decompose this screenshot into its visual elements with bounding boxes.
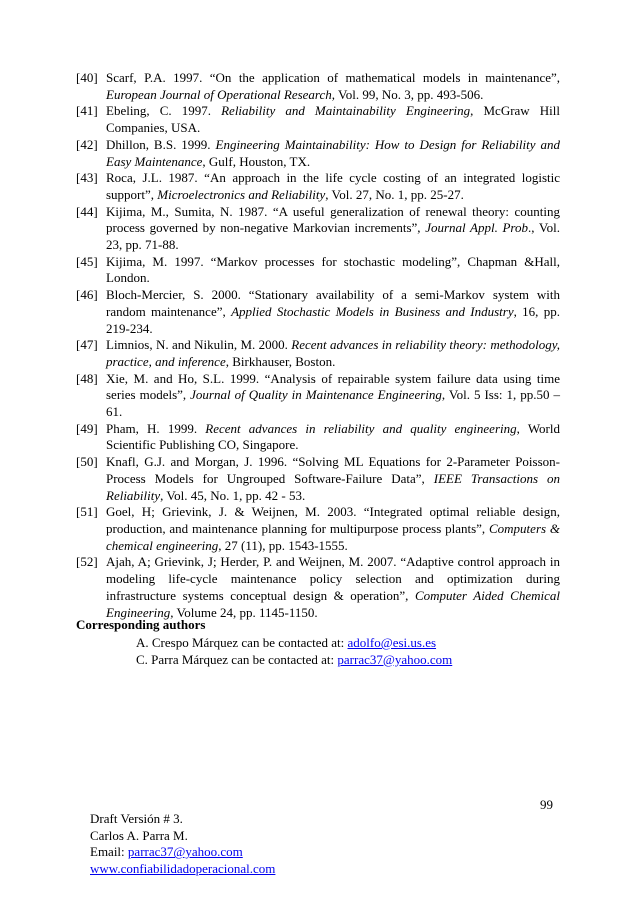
reference-text-segment: Kijima, M., Sumita, N. 1987. “A useful generalization of renewal theory: counting process governed by non-negative Markovian increments”, — [106, 203, 560, 236]
reference-list — [76, 70, 560, 621]
footer-author: Carlos A. Parra M. — [90, 827, 188, 843]
author-email-link[interactable]: parrac37@yahoo.com — [337, 651, 453, 667]
reference-text — [106, 254, 560, 287]
reference-text-segment: , 27 (11), pp. 1543-1555. — [218, 537, 348, 553]
reference-text-segment: ., Vol. 23, pp. 71-88. — [106, 220, 560, 253]
reference-number: [40] — [76, 70, 98, 85]
reference-item — [76, 70, 560, 103]
reference-item — [76, 103, 560, 136]
author-email-link[interactable]: adolfo@esi.us.es — [347, 635, 437, 650]
reference-text-segment: Dhillon, B.S. 1999. — [106, 136, 216, 152]
reference-text-segment: , Vol. 27, No. 1, pp. 25-27. — [325, 186, 464, 202]
reference-number: [43] — [76, 170, 98, 186]
reference-title-italic: Applied Stochastic Models in Business and Industry — [231, 303, 514, 319]
reference-text — [106, 70, 560, 103]
footer-email-line — [90, 844, 275, 861]
reference-number: [49] — [76, 420, 98, 436]
reference-item — [76, 554, 560, 621]
author-line-parra — [136, 652, 452, 669]
reference-item — [76, 337, 560, 370]
footer — [90, 811, 275, 878]
reference-text — [106, 337, 560, 370]
reference-title-italic: Computer Aided Chemical Engineering, — [106, 587, 560, 620]
reference-item — [76, 170, 560, 203]
corresponding-authors-heading: Corresponding authors — [76, 617, 206, 632]
reference-item — [76, 254, 560, 287]
reference-title-italic: Engineering Maintainability: How to Design for Reliability and Easy Maintenance — [106, 136, 560, 169]
footer-email-link[interactable]: parrac37@yahoo.com — [127, 844, 243, 860]
reference-number: [44] — [76, 203, 98, 219]
reference-title-italic: Journal of Quality in Maintenance Engineering — [190, 387, 442, 403]
reference-title-italic: Computers & chemical engineering — [106, 520, 561, 553]
reference-title-italic: Recent advances in reliability and quality engineering — [205, 420, 517, 436]
corresponding-authors-list — [136, 635, 452, 668]
reference-item — [76, 454, 560, 504]
reference-title-italic: Recent advances in reliability theory: methodology, practice, and inference — [106, 337, 561, 369]
reference-title-italic: Microelectronics and Reliability — [157, 186, 326, 202]
reference-text-segment: , McGraw Hill Companies, USA. — [106, 103, 560, 136]
reference-text-segment: Xie, M. and Ho, S.L. 1999. “Analysis of repairable system failure data using time series models”, — [106, 370, 560, 403]
reference-text — [106, 454, 560, 504]
reference-text-segment: Volume 24, pp. 1145-1150. — [173, 604, 318, 620]
reference-number: [50] — [76, 454, 98, 470]
reference-title-italic: Reliability and Maintainability Engineering — [221, 103, 471, 119]
reference-text-segment: Vol. 99, No. 3, pp. 493-506. — [335, 86, 484, 102]
reference-text — [106, 287, 560, 337]
reference-item — [76, 287, 560, 337]
reference-number: [51] — [76, 504, 98, 520]
reference-text — [106, 170, 560, 203]
reference-text-segment: Kijima, M. 1997. “Markov processes for stochastic modeling”, Chapman &Hall, London. — [106, 253, 560, 286]
reference-text — [106, 554, 560, 621]
reference-text — [106, 504, 560, 554]
reference-item — [76, 371, 560, 421]
reference-text-segment: Ebeling, C. 1997. — [106, 103, 222, 119]
reference-text-segment: , Vol. 5 Iss: 1, pp.50 – 61. — [106, 387, 560, 420]
footer-website — [90, 861, 275, 878]
reference-text — [106, 103, 560, 136]
reference-text-segment: , 16, pp. 219-234. — [106, 303, 561, 336]
reference-text — [106, 371, 560, 421]
reference-text-segment: Ajah, A; Grievink, J; Herder, P. and Weijnen, M. 2007. “Adaptive control approach in modeling life-cycle maintenance policy selection and optimization during infrastructure systems conceptual design & operation”, — [106, 554, 560, 603]
author-text: C. Parra Márquez can be contacted at: — [136, 651, 338, 667]
reference-title-italic: Journal Appl. Prob — [425, 220, 529, 236]
reference-text-segment: Roca, J.L. 1987. “An approach in the life cycle costing of an integrated logistic support”, — [106, 170, 560, 202]
reference-text-segment: , World Scientific Publishing CO, Singapore. — [106, 420, 560, 453]
reference-text-segment: Pham, H. 1999. — [106, 420, 206, 436]
author-line-crespo — [136, 635, 452, 652]
reference-text-segment: Limnios, N. and Nikulin, M. 2000. — [106, 337, 292, 353]
reference-item — [76, 137, 560, 170]
footer-email-label: Email: — [90, 844, 128, 860]
reference-text-segment: , Birkhauser, Boston. — [225, 353, 336, 369]
reference-item — [76, 504, 560, 554]
reference-item — [76, 204, 560, 254]
reference-text-segment: , Gulf, Houston, TX. — [202, 153, 311, 169]
website-link[interactable]: www.confiabilidadoperacional.com — [90, 861, 276, 877]
reference-number: [45] — [76, 253, 98, 269]
reference-text — [106, 137, 560, 170]
reference-number: [42] — [76, 136, 98, 152]
page-number: 99 — [540, 797, 553, 812]
reference-number: [52] — [76, 554, 98, 570]
reference-text-segment: Scarf, P.A. 1997. “On the application of mathematical models in maintenance”, — [106, 70, 560, 85]
reference-text — [106, 204, 560, 254]
reference-text-segment: Bloch-Mercier, S. 2000. “Stationary availability of a semi-Markov system with random maintenance”, — [106, 287, 560, 319]
reference-item — [76, 421, 560, 454]
reference-title-italic: IEEE Transactions on Reliability — [106, 470, 560, 503]
reference-text-segment: , Vol. 45, No. 1, pp. 42 - 53. — [160, 487, 306, 503]
reference-text-segment: Goel, H; Grievink, J. & Weijnen, M. 2003. “Integrated optimal reliable design, production, and maintenance planning for multipurpose process plants”, — [106, 504, 560, 536]
reference-number: [47] — [76, 337, 98, 353]
reference-number: [48] — [76, 370, 98, 386]
reference-number: [46] — [76, 287, 98, 303]
reference-title-italic: European Journal of Operational Research, — [106, 86, 336, 102]
reference-text-segment: Knafl, G.J. and Morgan, J. 1996. “Solving ML Equations for 2-Parameter Poisson-Process Models for Ungrouped Software-Failure Data”, — [106, 454, 560, 486]
reference-number: [41] — [76, 103, 98, 119]
author-text: A. Crespo Márquez can be contacted at: — [136, 635, 348, 650]
reference-text — [106, 421, 560, 454]
footer-draft: Draft Versión # 3. — [90, 811, 183, 826]
